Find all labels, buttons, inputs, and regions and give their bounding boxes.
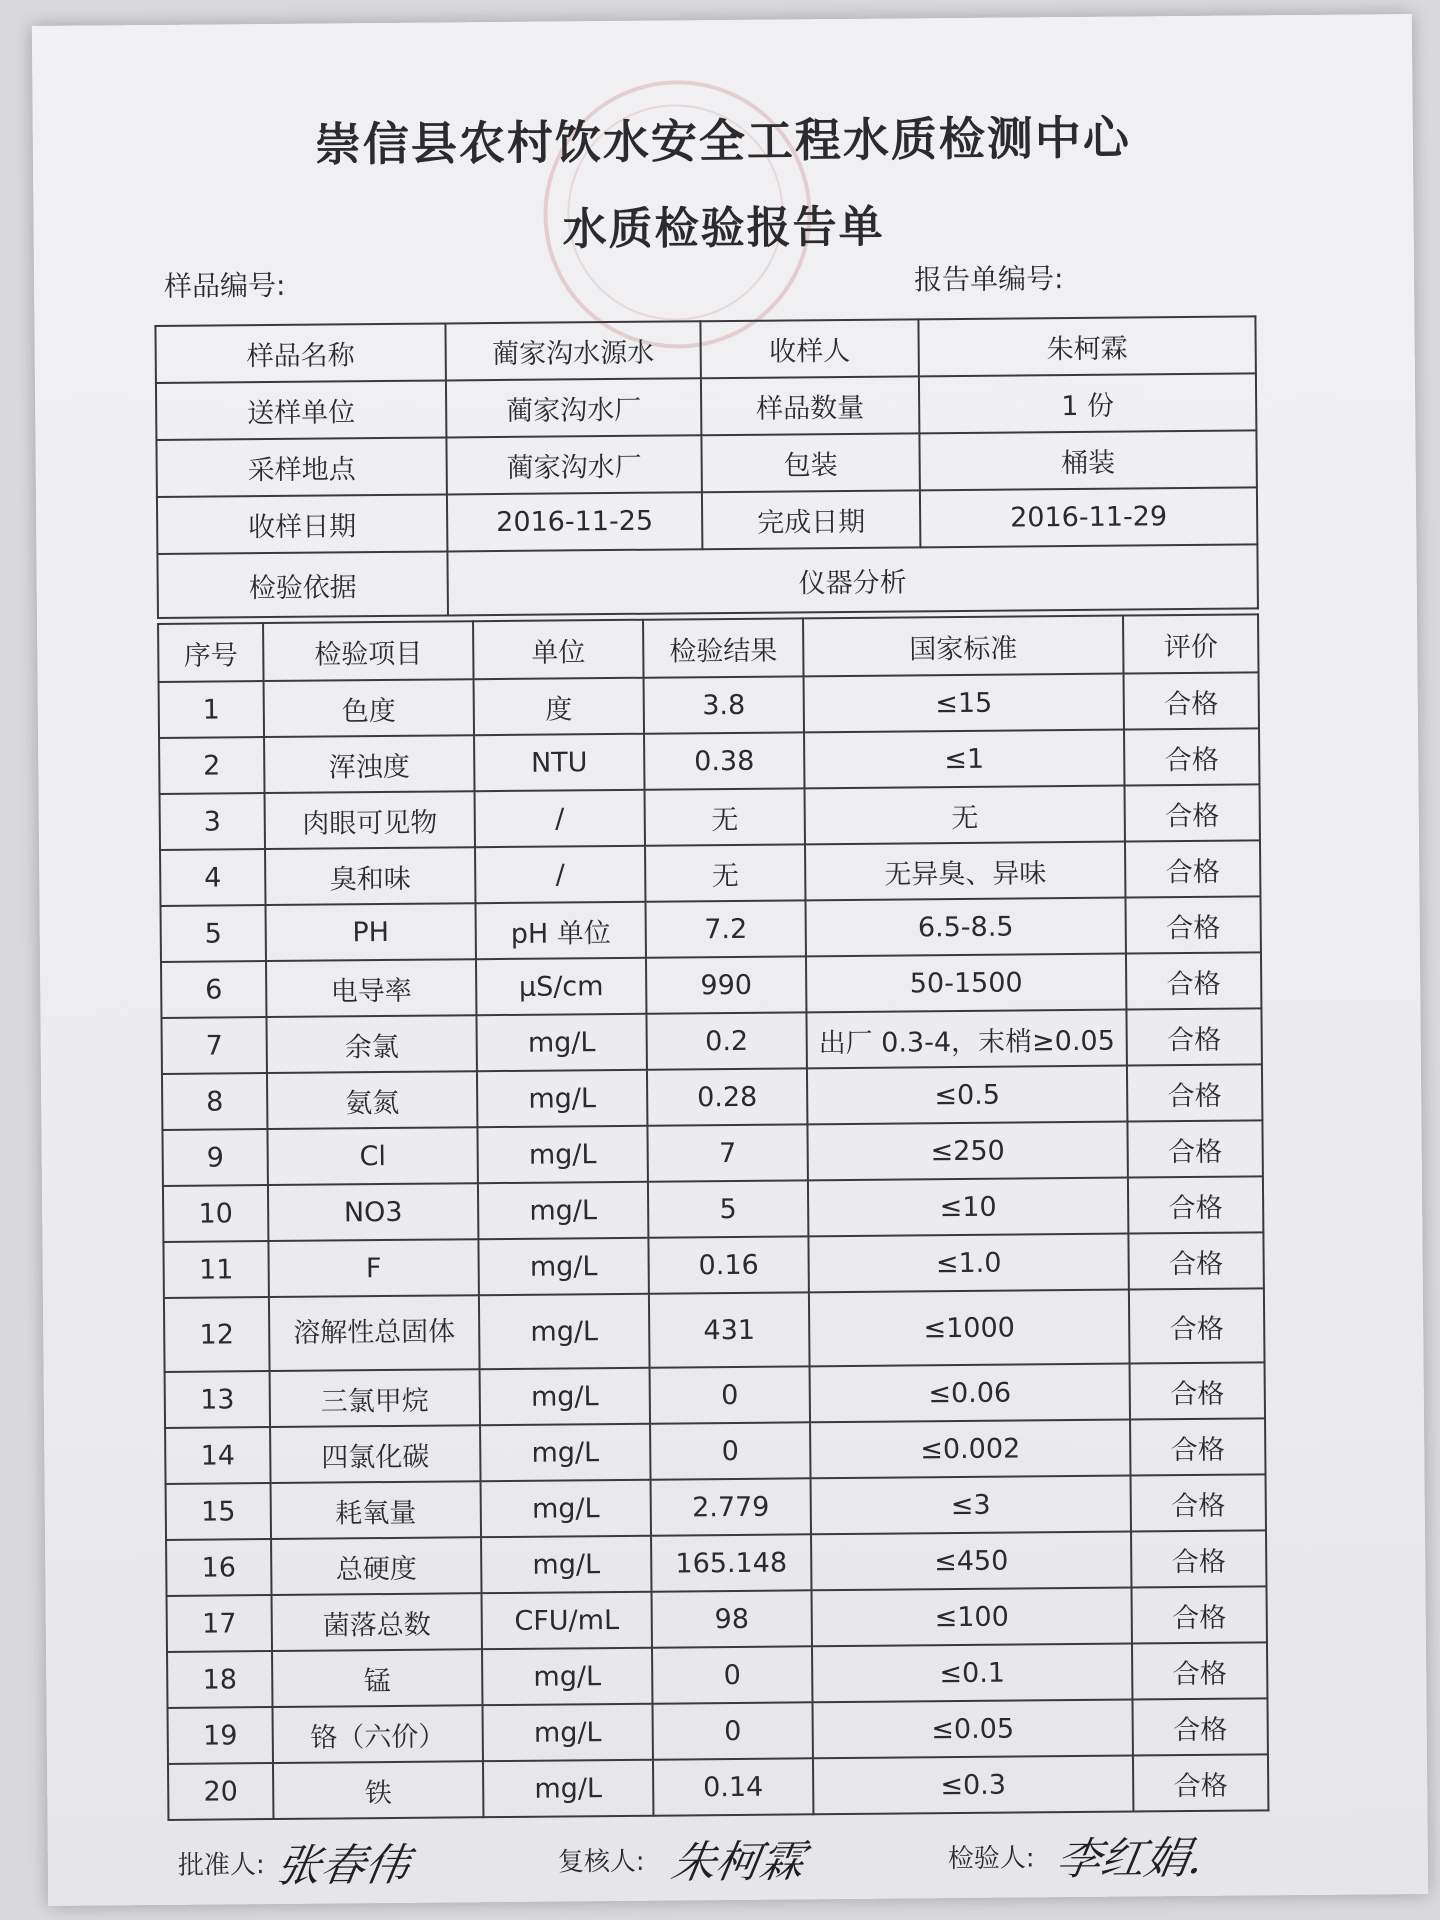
- info-row: [157, 544, 1258, 618]
- received-date-value: 2016-11-25: [447, 492, 702, 551]
- col-header-no: 序号: [158, 623, 264, 682]
- row-standard: 无异臭、异味: [805, 842, 1125, 901]
- row-standard: ≤0.3: [813, 1756, 1133, 1815]
- row-item: 铁: [273, 1761, 483, 1819]
- row-number: 5: [161, 905, 266, 962]
- row-eval: 合格: [1126, 1008, 1261, 1065]
- row-number: 6: [161, 961, 266, 1018]
- row-item: 溶解性总固体: [269, 1295, 480, 1371]
- table-row: [167, 1586, 1267, 1652]
- table-row: [164, 1288, 1265, 1372]
- sample-name-label: 样品名称: [155, 323, 445, 383]
- row-unit: NTU: [474, 734, 644, 791]
- row-number: 11: [163, 1241, 268, 1298]
- results-table: [157, 613, 1269, 1821]
- row-standard: ≤0.06: [810, 1364, 1130, 1423]
- row-item: F: [268, 1239, 478, 1297]
- row-unit: mg/L: [482, 1648, 652, 1705]
- row-eval: 合格: [1124, 728, 1259, 785]
- row-unit: /: [475, 846, 645, 903]
- row-number: 8: [162, 1073, 267, 1130]
- row-result: 98: [652, 1590, 812, 1647]
- row-item: 色度: [264, 679, 474, 737]
- receiver-value: 朱柯霖: [918, 316, 1255, 376]
- row-eval: 合格: [1130, 1418, 1265, 1475]
- row-result: 0: [650, 1366, 810, 1423]
- info-row: [156, 373, 1256, 440]
- row-number: 20: [168, 1763, 273, 1820]
- row-eval: 合格: [1133, 1754, 1268, 1811]
- row-result: 7.2: [645, 900, 805, 957]
- basis-value: 仪器分析: [447, 544, 1258, 615]
- report-number-label: 报告单编号:: [913, 262, 1064, 297]
- row-unit: mg/L: [481, 1536, 651, 1593]
- row-unit: mg/L: [477, 1126, 647, 1183]
- row-eval: 合格: [1131, 1530, 1266, 1587]
- sender-label: 送样单位: [156, 380, 446, 440]
- row-item: 锰: [272, 1649, 482, 1707]
- row-standard: 出厂 0.3-4，末梢≥0.05: [806, 1010, 1126, 1069]
- table-row: [165, 1362, 1265, 1428]
- row-number: 15: [166, 1483, 271, 1540]
- report-paper: [32, 14, 1428, 1906]
- row-number: 1: [159, 681, 264, 738]
- row-unit: mg/L: [482, 1704, 652, 1761]
- row-standard: ≤1000: [809, 1290, 1130, 1367]
- sender-value: 蔺家沟水厂: [446, 378, 701, 437]
- table-row: [163, 1232, 1263, 1298]
- row-item: 三氯甲烷: [270, 1369, 480, 1427]
- row-standard: ≤10: [808, 1178, 1128, 1237]
- row-item: 氨氮: [267, 1071, 477, 1129]
- table-row: [167, 1642, 1267, 1708]
- info-row: [155, 316, 1255, 383]
- col-header-result: 检验结果: [643, 618, 804, 677]
- location-value: 蔺家沟水厂: [446, 435, 701, 494]
- row-result: 无: [645, 788, 805, 845]
- row-result: 0.16: [648, 1236, 808, 1293]
- row-eval: 合格: [1132, 1698, 1267, 1755]
- row-result: 990: [646, 956, 806, 1013]
- row-item: 总硬度: [271, 1537, 481, 1595]
- sample-name-value: 蔺家沟水源水: [445, 321, 700, 380]
- row-eval: 合格: [1127, 1120, 1262, 1177]
- row-number: 3: [160, 793, 265, 850]
- row-result: 2.779: [651, 1478, 811, 1535]
- package-value: 桶装: [919, 430, 1256, 490]
- row-result: 7: [647, 1124, 807, 1181]
- table-row: [166, 1474, 1266, 1540]
- row-number: 14: [165, 1427, 270, 1484]
- row-number: 10: [163, 1185, 268, 1242]
- row-standard: 50-1500: [806, 954, 1126, 1013]
- row-number: 13: [165, 1371, 270, 1428]
- table-row: [160, 840, 1260, 906]
- row-standard: 无: [805, 786, 1125, 845]
- row-standard: ≤3: [811, 1476, 1131, 1535]
- row-unit: mg/L: [480, 1424, 650, 1481]
- row-number: 12: [164, 1297, 270, 1372]
- table-row: [161, 1008, 1261, 1074]
- location-label: 采样地点: [156, 437, 446, 497]
- row-unit: CFU/mL: [482, 1592, 652, 1649]
- row-unit: mg/L: [478, 1182, 648, 1239]
- results-header-row: [158, 614, 1258, 682]
- row-standard: ≤1.0: [808, 1234, 1128, 1293]
- table-row: [159, 728, 1259, 794]
- row-standard: 6.5-8.5: [805, 898, 1125, 957]
- row-eval: 合格: [1131, 1586, 1266, 1643]
- row-unit: mg/L: [480, 1368, 650, 1425]
- row-number: 17: [167, 1595, 272, 1652]
- inspector-label: 检验人:: [947, 1843, 1035, 1875]
- row-eval: 合格: [1128, 1176, 1263, 1233]
- row-eval: 合格: [1127, 1064, 1262, 1121]
- row-number: 16: [166, 1539, 271, 1596]
- quantity-value: 1 份: [919, 373, 1256, 433]
- row-item: 臭和味: [265, 847, 475, 905]
- table-row: [161, 952, 1261, 1018]
- approver-signature: 张春伟: [272, 1839, 414, 1893]
- row-unit: mg/L: [479, 1294, 650, 1369]
- row-standard: ≤0.5: [807, 1066, 1127, 1125]
- row-item: 四氯化碳: [270, 1425, 480, 1483]
- row-item: 电导率: [266, 959, 476, 1017]
- received-date-label: 收样日期: [157, 494, 447, 554]
- row-standard: ≤15: [804, 674, 1124, 733]
- row-standard: ≤100: [812, 1588, 1132, 1647]
- row-result: 0: [652, 1646, 812, 1703]
- row-eval: 合格: [1129, 1288, 1265, 1363]
- row-result: 0.28: [647, 1068, 807, 1125]
- row-eval: 合格: [1130, 1362, 1265, 1419]
- quantity-label: 样品数量: [701, 376, 919, 435]
- row-result: 0.14: [653, 1758, 813, 1815]
- row-item: 肉眼可见物: [265, 791, 475, 849]
- table-row: [160, 784, 1260, 850]
- row-item: PH: [266, 903, 476, 961]
- col-header-eval: 评价: [1123, 614, 1259, 673]
- row-number: 18: [167, 1651, 272, 1708]
- row-unit: mg/L: [483, 1760, 653, 1817]
- row-result: 165.148: [651, 1534, 811, 1591]
- row-standard: ≤250: [807, 1122, 1127, 1181]
- table-row: [161, 896, 1261, 962]
- row-result: 5: [648, 1180, 808, 1237]
- table-row: [166, 1530, 1266, 1596]
- receiver-label: 收样人: [700, 319, 918, 378]
- table-row: [163, 1176, 1263, 1242]
- row-eval: 合格: [1124, 672, 1259, 729]
- row-unit: mg/L: [477, 1070, 647, 1127]
- info-row: [157, 487, 1257, 554]
- row-number: 2: [159, 737, 264, 794]
- row-result: 3.8: [644, 676, 804, 733]
- sample-number-label: 样品编号:: [163, 268, 286, 303]
- completed-date-value: 2016-11-29: [920, 487, 1257, 547]
- completed-date-label: 完成日期: [702, 490, 920, 549]
- table-row: [168, 1754, 1268, 1820]
- col-header-standard: 国家标准: [803, 616, 1123, 677]
- col-header-item: 检验项目: [263, 621, 473, 681]
- row-result: 0: [652, 1702, 812, 1759]
- row-eval: 合格: [1126, 952, 1261, 1009]
- row-number: 4: [160, 849, 265, 906]
- row-number: 9: [162, 1129, 267, 1186]
- row-eval: 合格: [1132, 1642, 1267, 1699]
- package-label: 包装: [701, 433, 919, 492]
- row-item: NO3: [268, 1183, 478, 1241]
- reviewer-signature: 朱柯霖: [667, 1836, 809, 1889]
- row-standard: ≤0.002: [810, 1420, 1130, 1479]
- table-row: [159, 672, 1259, 738]
- row-eval: 合格: [1128, 1232, 1263, 1289]
- row-standard: ≤0.1: [812, 1644, 1132, 1703]
- row-item: 余氯: [266, 1015, 476, 1073]
- row-standard: ≤450: [811, 1532, 1131, 1591]
- table-row: [162, 1064, 1262, 1130]
- row-eval: 合格: [1125, 840, 1260, 897]
- row-standard: ≤1: [804, 730, 1124, 789]
- row-unit: 度: [474, 678, 644, 735]
- col-header-unit: 单位: [473, 620, 643, 679]
- row-result: 431: [649, 1292, 810, 1367]
- row-unit: mg/L: [478, 1238, 648, 1295]
- info-row: [156, 430, 1256, 497]
- row-item: 菌落总数: [272, 1593, 482, 1651]
- table-row: [165, 1418, 1265, 1484]
- row-item: 浑浊度: [264, 735, 474, 793]
- row-result: 0.38: [644, 732, 804, 789]
- row-unit: mg/L: [476, 1014, 646, 1071]
- row-result: 0.2: [646, 1012, 806, 1069]
- reviewer-label: 复核人:: [557, 1846, 645, 1878]
- approver-label: 批准人:: [177, 1850, 265, 1881]
- row-eval: 合格: [1124, 784, 1259, 841]
- row-item: 铬（六价）: [273, 1705, 483, 1763]
- basis-label: 检验依据: [157, 551, 448, 618]
- row-number: 19: [168, 1707, 273, 1764]
- inspector-signature: 李红娟.: [1052, 1832, 1208, 1886]
- row-item: 耗氧量: [271, 1481, 481, 1539]
- row-unit: μS/cm: [476, 958, 646, 1015]
- row-unit: /: [475, 790, 645, 847]
- row-result: 0: [650, 1422, 810, 1479]
- table-row: [168, 1698, 1268, 1764]
- table-row: [162, 1120, 1262, 1186]
- row-unit: pH 单位: [475, 902, 645, 959]
- report-title: 崇信县农村饮水安全工程水质检测中心: [314, 110, 1132, 172]
- row-eval: 合格: [1131, 1474, 1266, 1531]
- row-number: 7: [161, 1017, 266, 1074]
- row-standard: ≤0.05: [812, 1700, 1132, 1759]
- sample-info-table: [154, 315, 1259, 619]
- row-item: Cl: [267, 1127, 477, 1185]
- row-unit: mg/L: [481, 1480, 651, 1537]
- row-result: 无: [645, 844, 805, 901]
- row-eval: 合格: [1125, 896, 1260, 953]
- report-subtitle: 水质检验报告单: [562, 201, 885, 256]
